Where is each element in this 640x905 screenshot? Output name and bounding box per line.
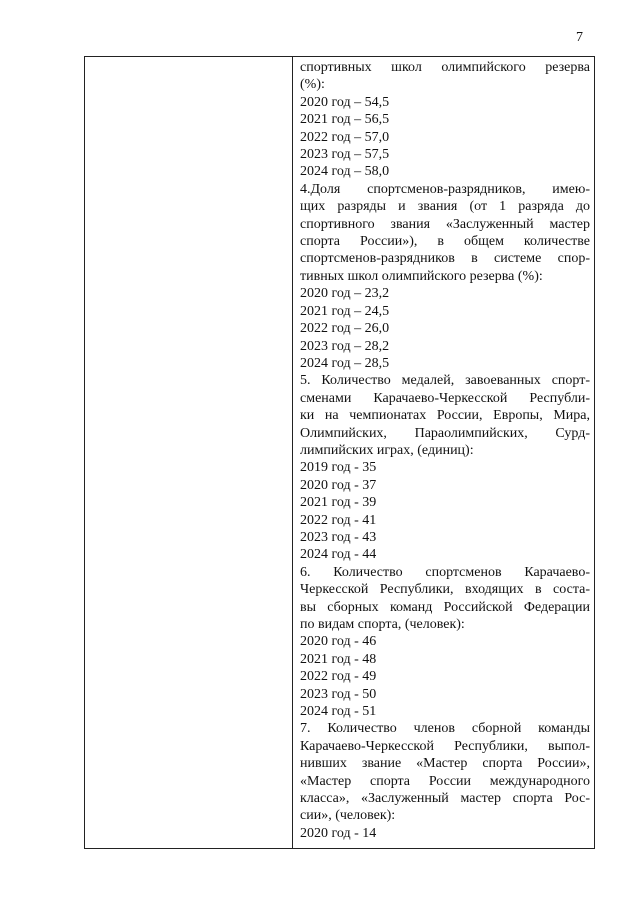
text-line: 2022 год – 57,0: [300, 129, 390, 145]
text-line: сменами Карачаево-Черкесской Республи-: [300, 390, 590, 406]
text-line: Олимпийских, Параолимпийских, Сурд-: [300, 425, 590, 441]
text-line: (%):: [300, 77, 325, 93]
text-line: спортивного звания «Заслуженный мастер: [300, 216, 590, 232]
text-line: 2020 год - 14: [300, 825, 377, 841]
text-line: 7. Количество членов сборной команды: [300, 721, 590, 737]
text-line: 2020 год – 54,5: [300, 94, 390, 110]
text-line: 5. Количество медалей, завоеванных спорт-: [300, 373, 590, 389]
text-line: спортивных школ олимпийского резерва: [300, 60, 590, 75]
text-line: 2023 год – 57,5: [300, 147, 390, 163]
text-line: нивших звание «Мастер спорта России»,: [300, 756, 590, 772]
text-line: 2022 год - 49: [300, 669, 377, 685]
text-line: тивных школ олимпийского резерва (%):: [300, 268, 543, 284]
text-line: 6. Количество спортсменов Карачаево-: [300, 564, 590, 580]
text-line: 2021 год - 48: [300, 651, 377, 667]
text-line: 2024 год – 28,5: [300, 355, 390, 371]
text-line: спорта России»), в общем количестве: [300, 234, 590, 250]
text-line: Карачаево-Черкесской Республики, выпол-: [300, 738, 590, 754]
page-number: 7: [576, 30, 583, 45]
text-line: сии», (человек):: [300, 808, 396, 824]
text-line: 2021 год - 39: [300, 495, 377, 511]
text-line: спортсменов-разрядников в системе спор-: [300, 251, 590, 267]
text-line: 2020 год - 37: [300, 477, 377, 493]
text-line: «Мастер спорта России международного: [300, 773, 590, 789]
text-line: 2021 год – 56,5: [300, 112, 390, 128]
text-line: 2023 год – 28,2: [300, 338, 390, 354]
text-line: 2022 год – 26,0: [300, 321, 390, 337]
text-line: 2023 год - 50: [300, 686, 377, 702]
text-line: ки на чемпионатах России, Европы, Мира,: [300, 408, 590, 424]
document-table: [84, 56, 595, 849]
text-line: 2022 год - 41: [300, 512, 377, 528]
text-line: 4.Доля спортсменов-разрядников, имею-: [300, 181, 590, 197]
text-line: 2019 год - 35: [300, 460, 377, 476]
text-line: вы сборных команд Российской Федерации: [300, 599, 590, 615]
text-line: лимпийских играх, (единиц):: [300, 442, 474, 458]
text-line: по видам спорта, (человек):: [300, 617, 465, 632]
text-line: 2020 год – 23,2: [300, 286, 390, 302]
text-line: 2024 год – 58,0: [300, 164, 390, 180]
text-line: Черкесской Республики, входящих в соста-: [300, 582, 590, 598]
text-line: 2023 год - 43: [300, 529, 377, 545]
table-right-cell: [293, 57, 594, 848]
text-line: 2024 год - 44: [300, 547, 377, 563]
text-line: класса», «Заслуженный мастер спорта Рос-: [300, 791, 590, 807]
text-line: 2024 год - 51: [300, 704, 377, 720]
text-line: щих разряды и звания (от 1 разряда до: [300, 199, 590, 215]
table-left-cell: [85, 57, 293, 848]
text-line: 2020 год - 46: [300, 634, 377, 650]
text-line: 2021 год – 24,5: [300, 303, 390, 319]
